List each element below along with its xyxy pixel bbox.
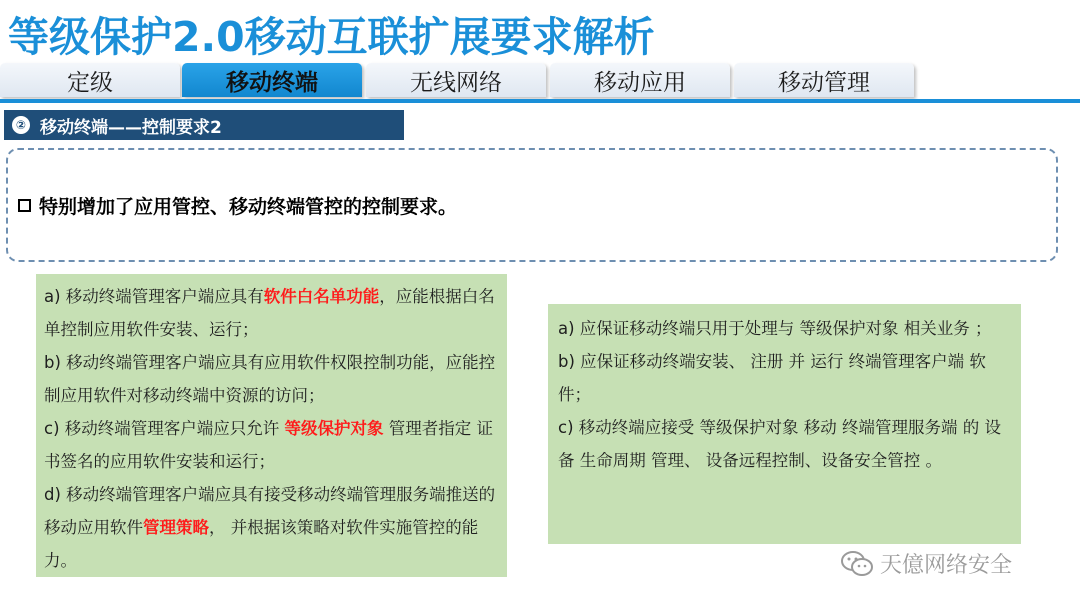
- section-number: ②: [12, 116, 30, 134]
- tab-mobile-application[interactable]: 移动应用: [550, 63, 730, 97]
- tab-mobile-terminal[interactable]: 移动终端: [182, 63, 362, 97]
- right-requirement-a: a) 应保证移动终端只用于处理与 等级保护对象 相关业务 ；: [558, 319, 992, 338]
- right-requirement-c: c) 移动终端应接受 等级保护对象 移动 终端管理服务端 的 设备 生命周期 管理、 设备远程控制、设备安全管控 。: [558, 418, 1001, 470]
- tab-underline: [0, 99, 1080, 103]
- tab-bar: [0, 63, 1080, 99]
- watermark: [840, 548, 1012, 579]
- key-point-text: 特别增加了应用管控、移动终端管控的控制要求。: [39, 196, 458, 218]
- requirement-b: b) 移动终端管理客户端应具有应用软件权限控制功能，应能控制应用软件对移动终端中资源的访问；: [44, 353, 496, 405]
- wechat-icon: [840, 550, 874, 578]
- tab-wireless-network[interactable]: 无线网络: [366, 63, 546, 97]
- requirement-a: a) 移动终端管理客户端应具有软件白名单功能，应能根据白名单控制应用软件安装、运行；: [44, 287, 495, 339]
- left-requirements-box: [36, 274, 507, 577]
- requirement-d: d) 移动终端管理客户端应具有接受移动终端管理服务端推送的移动应用软件管理策略， 并根据该策略对软件实施管控的能力。: [44, 485, 496, 570]
- page-title: 等级保护2.0移动互联扩展要求解析: [8, 13, 655, 61]
- checkbox-bullet-icon: [18, 199, 31, 212]
- key-point: [18, 192, 457, 219]
- tab-mobile-management[interactable]: 移动管理: [734, 63, 914, 97]
- section-header: [4, 110, 404, 140]
- right-requirements-box: [548, 304, 1021, 544]
- section-label: 移动终端——控制要求2: [40, 117, 222, 138]
- requirement-c: c) 移动终端管理客户端应只允许 等级保护对象 管理者指定 证书签名的应用软件安装和运行；: [44, 419, 493, 471]
- tab-grading[interactable]: 定级: [0, 63, 180, 97]
- watermark-text: 天億网络安全: [880, 553, 1013, 578]
- right-requirement-b: b) 应保证移动终端安装、 注册 并 运行 终端管理客户端 软件；: [558, 352, 986, 404]
- highlight-whitelist: 软件白名单功能: [263, 287, 380, 306]
- highlight-protected-object: 等级保护对象: [284, 419, 384, 438]
- highlight-policy: 管理策略: [143, 518, 209, 537]
